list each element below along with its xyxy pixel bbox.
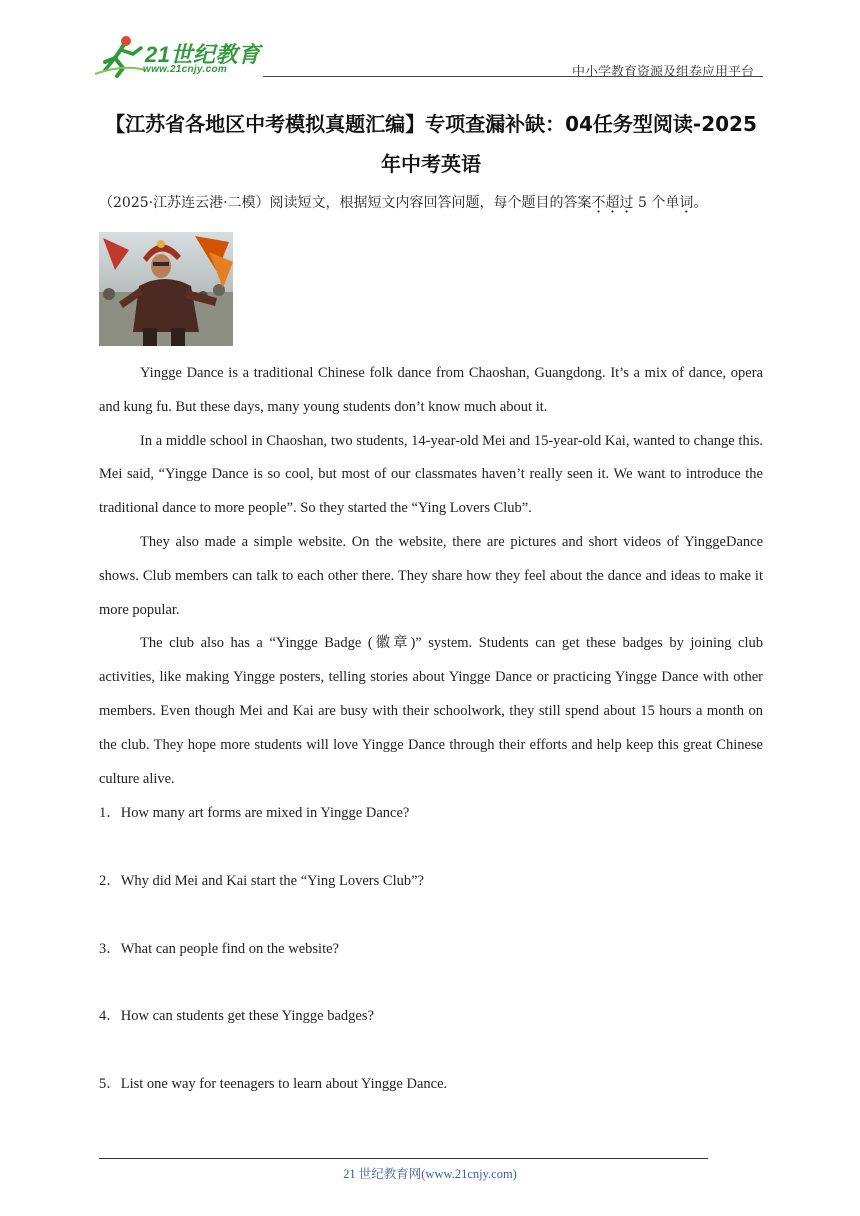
instruction-part: 。 [693,195,708,211]
footer-link[interactable]: 21 世纪教育网(www.21cnjy.com) [343,1167,517,1181]
passage-paragraph: In a middle school in Chaoshan, two students, 14-year-old Mei and 15-year-old Kai, wanted to change this. Mei said, “Yingge Dance is so cool, but most of our classmates haven’t really seen it. We want to introduce the traditional dance to more people”. So they started the “Ying Lovers Club”. [99,432,763,517]
logo-url: www.21cnjy.com [143,64,228,75]
instruction-text [99,192,779,214]
page-title: 【江苏省各地区中考模拟真题汇编】专项查漏补缺：04任务型阅读-2025年中考英语 [105,112,757,176]
yingge-dancer-photo [99,232,233,346]
passage-paragraph: The club also has a “Yingge Badge (徽章)” system. Students can get these badges by joining club activities, like making Yingge posters, telling stories about Yingge Dance or practicing Yingge Dance with other members. Even though Mei and Kai are busy with their schoolwork, they still spend about 15 hours a month on the club. They hope more students will love Yingge Dance through their efforts and help keep this great Chinese culture alive. [99,635,763,787]
question-item: 3．What can people find on the website? [99,940,339,957]
page-header [0,0,860,80]
reading-passage [99,357,763,796]
question-list [99,797,763,1136]
passage-paragraph: Yingge Dance is a traditional Chinese folk dance from Chaoshan, Guangdong. It’s a mix of dance, opera and kung fu. But these days, many young students don’t know much about it. [99,365,763,415]
header-divider [263,76,763,77]
emphasis-char: 词 [679,195,694,211]
question-item: 5．List one way for teenagers to learn about Yingge Dance. [99,1076,448,1093]
emphasis-char: 超 [605,195,620,211]
question-item: 4．How can students get these Yingge badges? [99,1008,374,1025]
footer-divider [99,1158,708,1159]
passage-paragraph: They also made a simple website. On the website, there are pictures and short videos of YinggeDance shows. Club members can talk to each other there. They share how they feel about the dance and ideas to make it more popular. [99,533,763,618]
instruction-part: （2025·江苏连云港·二模）阅读短文，根据短文内容回答问题，每个题目的答案 [99,195,592,211]
logo-text: 21世纪教育 [145,42,261,67]
instruction-part: 5 个单 [633,195,680,211]
header-platform-text: 中小学教育资源及组卷应用平台 [571,65,754,80]
emphasis-char: 过 [619,195,634,211]
question-item: 1．How many art forms are mixed in Yingge Dance? [99,805,410,821]
question-item: 2．Why did Mei and Kai start the “Ying Lovers Club”? [99,872,424,889]
emphasis-char: 不 [591,195,606,211]
